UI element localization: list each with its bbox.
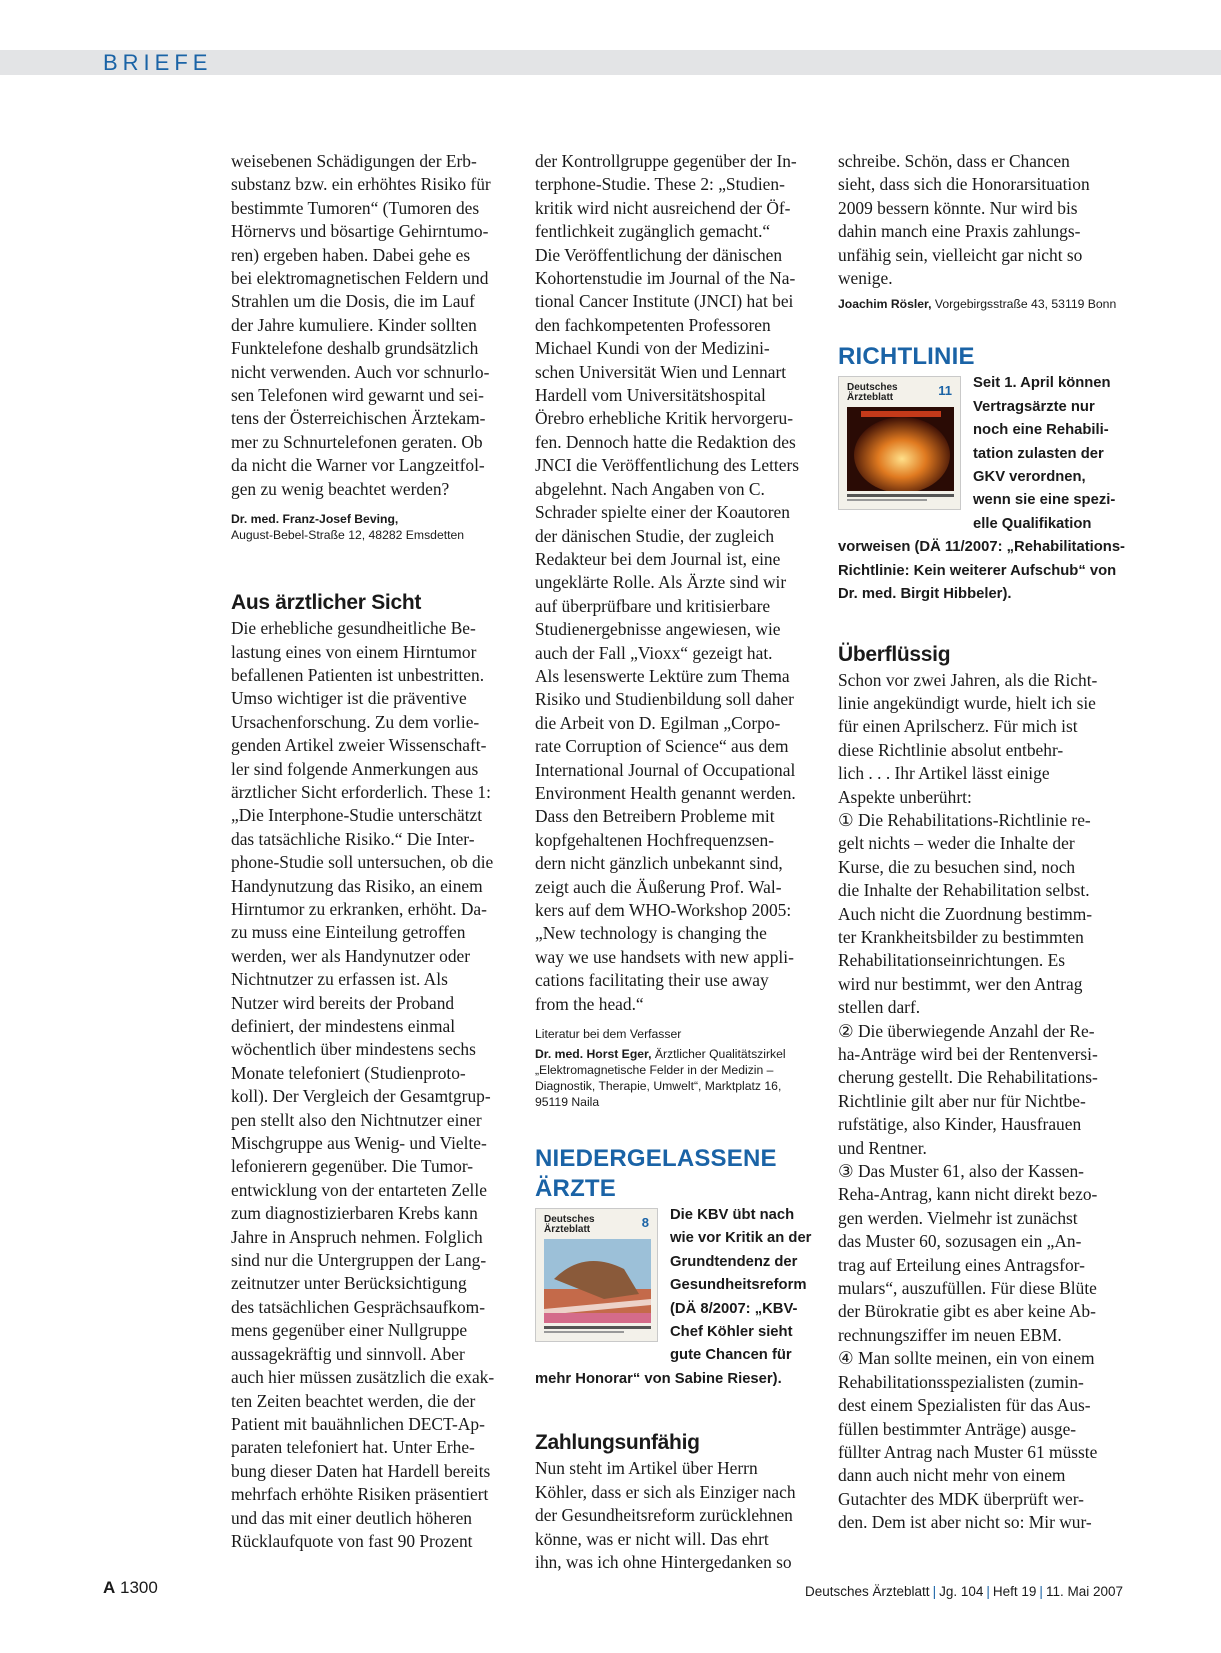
letter-heading: Zahlungsunfähig [535, 1431, 700, 1455]
signature-address: Vorgebirgsstraße 43, 53119 Bonn [931, 297, 1117, 312]
cover-issue-number: 8 [641, 1215, 649, 1231]
column-2 [535, 150, 819, 1574]
teaser-text: Die KBV übt nach wie vor Kritik an der Grundtendenz der Gesundheitsreform (DÄ 8/2007: „KBV- Chef Köhler sieht gute Chancen für [670, 1207, 812, 1364]
signature-name: Joachim Rösler, [838, 297, 932, 312]
column-1 [231, 150, 515, 1553]
topic-heading: RICHTLINIE [838, 343, 975, 371]
teaser-block [535, 1204, 819, 1391]
cover-issue-number: 11 [938, 383, 952, 399]
signature-name: Dr. med. Franz-Josef Beving, [231, 512, 399, 527]
page-number-value: 1300 [120, 1578, 158, 1597]
letter-body: Die erhebliche gesundheitliche Be- lastung eines von einem Hirntumor befallenen Patienten ist unbestritten. Umso wichtiger ist die präventive Ursachenforschung. Zu dem vorlie- genden Artikel zweier Wissenschaft- ler sind folgende Anmerkungen aus ärztlicher Sicht erforderlich. These 1: „Die Interphone-Studie unterschätzt das tatsächliche Risiko.“ Die Inter- phone-Studie soll untersuchen, ob die Handynutzung das Risiko, an einem Hirntumor zu erkranken, erhöht. Da- zu muss eine Einteilung getroffen werden, wer als Handynutzer oder Nichtnutzer zu erfassen ist. Als Nutzer wird bereits der Proband definiert, der mindestens einmal wöchentlich über mindestens sechs Monate telefoniert (Studienproto- koll). Der Vergleich der Gesamtgrup- pen stellt also den Nichtnutzer einer Mischgruppe aus Wenig- und Vielte- lefonierern gegenüber. Die Tumor- entwicklung von der entarteten Zelle zum diagnostizierbaren Krebs kann Jahre in Anspruch nehmen. Folglich sind nur die Untergruppen der Lang- zeitnutzer unter Berücksichtigung des tatsächlichen Gesprächsaufkom- mens gegenüber einer Nullgruppe aussagekräftig und sinnvoll. Aber auch hier müssen zusätzlich die exak- ten Zeiten beachtet werden, die der Patient mit bauähnlichen DECT-Ap- paraten telefoniert hat. Unter Erhe- bung dieser Daten hat Hardell bereits mehrfach erhöhte Risiken präsentiert und das mit einer deutlich höheren Rücklaufquote von fast 90 Prozent [231, 618, 495, 1551]
teaser-text: Seit 1. April können Vertragsärzte nur noch eine Rehabili- tation zulasten der GKV verordnen, wenn sie eine spezi- elle Qualifikation [973, 375, 1116, 532]
cover-footer-strip [847, 493, 954, 503]
letter-continuation-text: schreibe. Schön, dass er Chancen sieht, dass sich die Honorarsituation 2009 bessern könnte. Nur wird bis dahin manch eine Praxis zahlungs- unfähig sein, vielleicht gar nicht so wenige. [838, 151, 1090, 289]
journal-name: Deutsches Ärzteblatt [805, 1584, 930, 1599]
column-3 [838, 150, 1128, 1535]
literature-note: Literatur bei dem Verfasser [535, 1027, 682, 1042]
cover-title: Deutsches Ärzteblatt [847, 382, 898, 404]
cover-microscopy-image [847, 407, 954, 491]
letter-continuation-text: weisebenen Schädigungen der Erb- substanz bzw. ein erhöhtes Risiko für bestimmte Tumoren“ (Tumoren des Hörnervs und bösartige Gehirntumo- ren) ergeben haben. Dabei gehe es bei elektromagnetischen Feldern und Strahlen um die Dosis, die im Lauf der Jahre kumuliere. Kinder sollten Funktelefone deshalb grundsätzlich nicht verwenden. Auch vor schnurlo- sen Telefonen wird gewarnt und sei- tens der Österreichischen Ärztekam- mer zu Schnurtelefonen geraten. Ob da nicht die Warner vor Langzeitfol- gen zu wenig beachtet werden? [231, 151, 491, 499]
page-prefix: A [103, 1578, 116, 1597]
letter-body: Nun steht im Artikel über Herrn Köhler, dass er sich als Einziger nach der Gesundheitsreform zurücklehnen könne, was er nicht will. Das ehrt ihn, was ich ohne Hintergedanken so [535, 1458, 796, 1572]
teaser-text-tail: vorweisen (DÄ 11/2007: „Rehabilitations- Richtlinie: Kein weiterer Aufschub“ von Dr. med. Birgit Hibbeler). [838, 539, 1125, 603]
signature-address: Ärztlicher Qualitätszirkel „Elektromagnetische Felder in der Medizin – Diagnostik, Therapie, Umwelt“, Marktplatz 16, 95119 Naila [535, 1047, 786, 1110]
signature-roesler [838, 296, 1128, 312]
cover-athlete-image [544, 1239, 651, 1323]
letter-continuation-text: der Kontrollgruppe gegenüber der In- terphone-Studie. These 2: „Studien- kritik wird nicht ausreichend der Öf- fentlichkeit zugänglich gemacht.“ Die Veröffentlichung der dänischen Kohortenstudie im Journal of the Na- tional Cancer Institute (JNCI) hat bei den fachkompetenten Professoren Michael Kundi von der Medizini- schen Universität Wien und Lennart Hardell vom Universitätshospital Örebro erhebliche Kritik hervorgeru- fen. Dennoch hatte die Redaktion des JNCI die Veröffentlichung des Letters abgelehnt. Nach Angaben von C. Schrader spielte einer der Koautoren der dänischen Studie, der zugleich Redakteur bei dem Journal ist, eine ungeklärte Rolle. Als Ärzte sind wir auf überprüfbare und kritisierbare Studienergebnisse angewiesen, wie auch der Fall „Vioxx“ gezeigt hat. Als lesenswerte Lektüre zum Thema Risiko und Studienbildung soll daher die Arbeit von D. Egilman „Corpo- rate Corruption of Science“ aus dem International Journal of Occupational Environment Health genannt werden. Dass den Betreibern Probleme mit kopfgehaltenen Hochfrequenzsen- dern nicht gänzlich unbekannt sind, zeigt auch die Äußerung Prof. Wal- kers auf dem WHO-Workshop 2005: „New technology is changing the way we use handsets with new appli- cations facilitating their use away from the head.“ [535, 151, 800, 1014]
signature-address: August-Bebel-Straße 12, 48282 Emsdetten [231, 528, 465, 543]
section-label: BRIEFE [103, 50, 213, 75]
letter-heading: Überflüssig [838, 642, 951, 666]
cover-title: Deutsches Ärzteblatt [544, 1214, 595, 1236]
page-number [103, 1578, 158, 1598]
letter-body: Schon vor zwei Jahren, als die Richt- linie angekündigt wurde, hielt ich sie für einen Aprilscherz. Für mich ist diese Richtlinie absolut entbehr- lich . . . Ihr Artikel lässt einige Aspekte unberührt: ① Die Rehabilitations-Richtlinie re- gelt nichts – weder die Inhalte der Kurse, die zu besuchen sind, noch die Inhalte der Rehabilitation selbst. Auch nicht die Zuordnung bestimm- ter Krankheitsbilder zu bestimmten Rehabilitationseinrichtungen. Es wird nur bestimmt, wer den Antrag stellen darf. ② Die überwiegende Anzahl der Re- ha-Anträge wird bei der Rentenversi- cherung gestellt. Die Rehabilitations- Richtlinie gilt aber nur für Nichtbe- rufstätige, also Kinder, Hausfrauen und Rentner. ③ Das Muster 61, also der Kassen- Reha-Antrag, kann nicht direkt bezo- gen werden. Vielmehr ist zunächst das Muster 60, sozusagen ein „An- trag auf Erteilung eines Antragsfor- mulars“, auszufüllen. Für diese Blüte der Bürokratie gibt es aber keine Ab- rechnungsziffer im neuen EBM. ④ Man sollte meinen, ein von einem Rehabilitationsspezialisten (zumin- dest einem Spezialisten für das Aus- füllen bestimmter Anträge) ausge- füllter Antrag nach Muster 61 müsste dann auch nicht mehr von einem Gutachter des MDK überprüft wer- den. Dem ist aber nicht so: Mir wur- [838, 669, 1098, 1533]
signature-beving [231, 511, 515, 543]
journal-date: 11. Mai 2007 [1045, 1584, 1123, 1599]
journal-volume: Jg. 104 [939, 1584, 984, 1599]
signature-eger [535, 1046, 819, 1110]
letter-heading: Aus ärztlicher Sicht [231, 591, 422, 615]
journal-issue: Heft 19 [992, 1584, 1037, 1599]
magazine-cover-thumbnail [535, 1208, 658, 1342]
signature-name: Dr. med. Horst Eger, [535, 1047, 652, 1062]
cover-footer-strip [544, 1325, 651, 1335]
topic-heading: NIEDERGELASSENE ÄRZTE [535, 1145, 777, 1203]
journal-info: Deutsches Ärzteblatt | Jg. 104 | Heft 19 | 11. Mai 2007 [805, 1584, 1123, 1599]
teaser-block [838, 372, 1128, 606]
teaser-text-tail: mehr Honorar“ von Sabine Rieser). [535, 1370, 782, 1387]
magazine-cover-thumbnail [838, 376, 961, 510]
